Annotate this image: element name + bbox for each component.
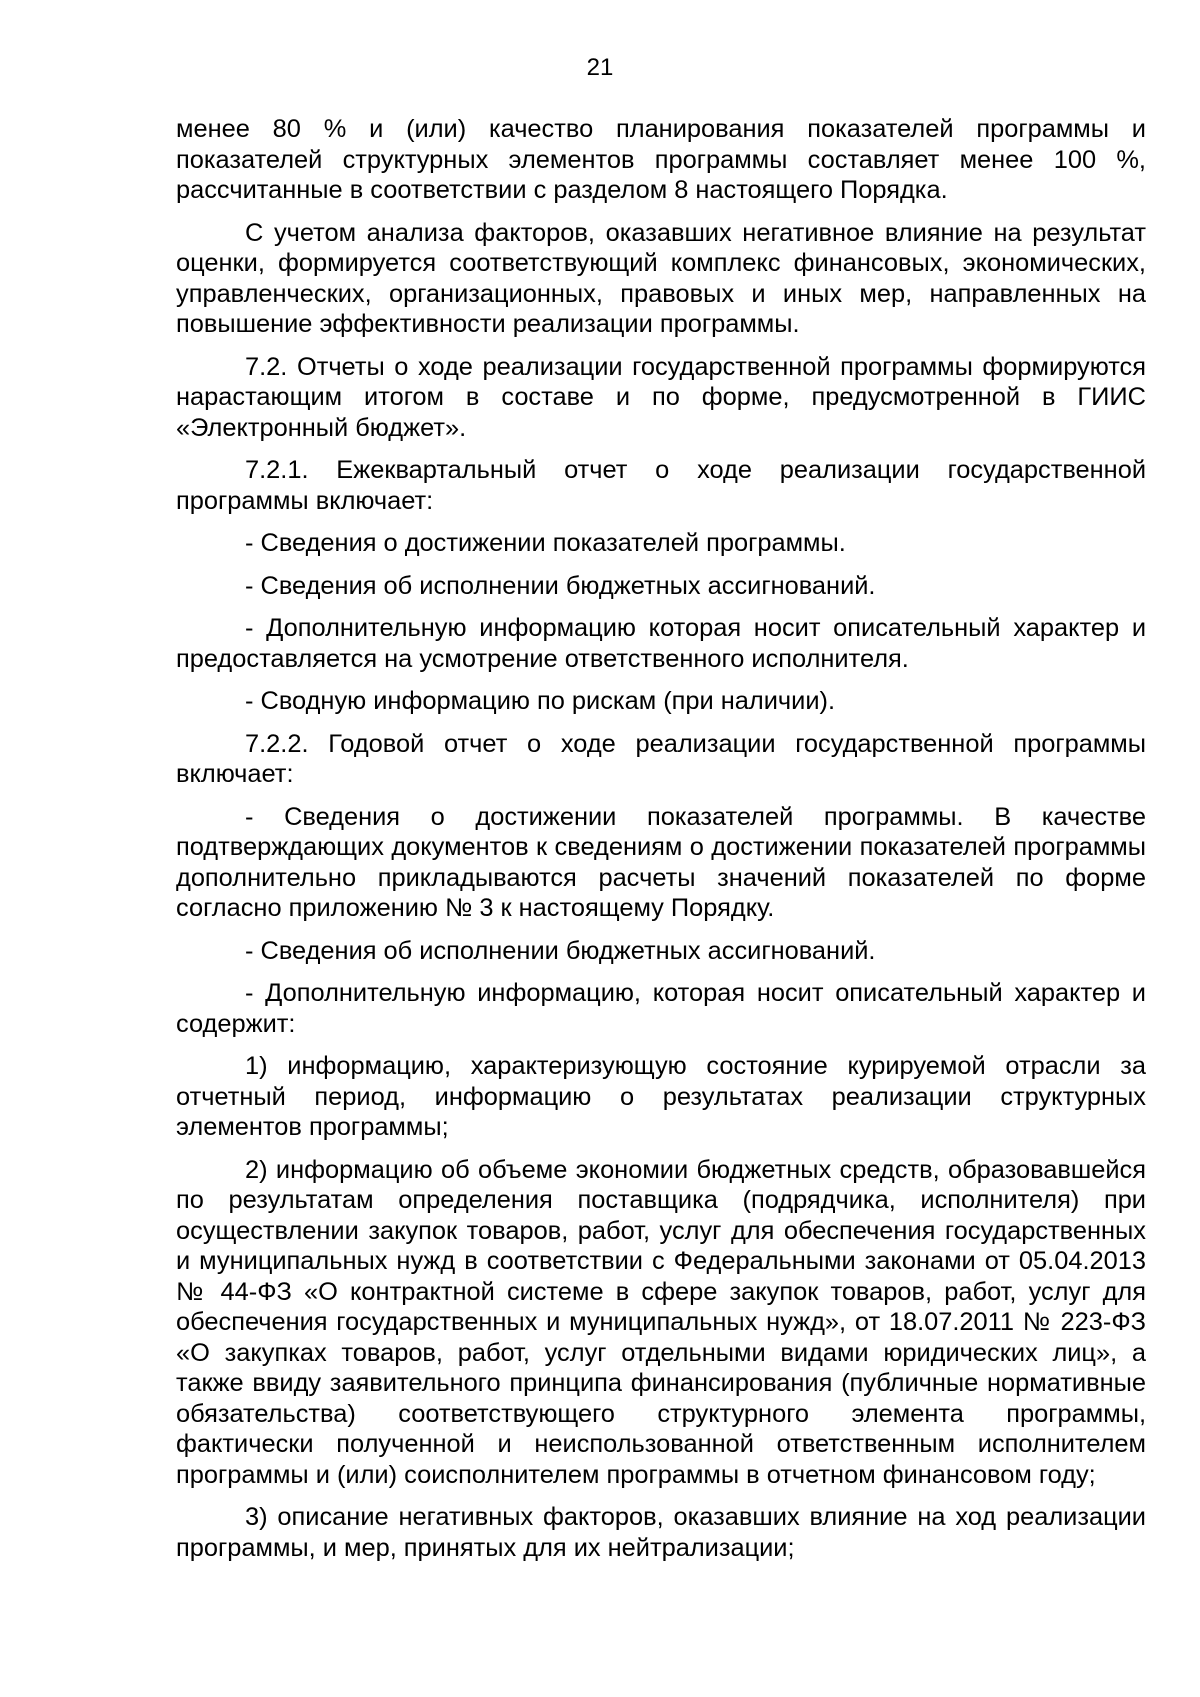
page-number: 21 [586,54,614,81]
list-item-quarterly-additional: - Дополнительную информацию которая носит описательный характер и предоставляется на усмотрение ответственного исполнителя. [176,614,1146,673]
paragraph-7-2: 7.2. Отчеты о ходе реализации государственной программы формируются нарастающим итогом в составе и по форме, предусмотренной в ГИИС «Электронный бюджет». [176,352,1146,442]
numbered-item-1: 1) информацию, характеризующую состояние курируемой отрасли за отчетный период, информацию о результатах реализации структурных элементов программы; [176,1052,1146,1141]
paragraph-continuation: менее 80 % и (или) качество планирования показателей программы и показателей структурных элементов программы составляет менее 100 %, рассчитанные в соответствии с разделом 8 настоящего Порядка. [176,115,1146,204]
list-item-quarterly-indicators: - Сведения о достижении показателей программы. [245,529,846,557]
paragraph-7-2-2: 7.2.2. Годовой отчет о ходе реализации государственной программы включает: [176,729,1146,788]
list-item-quarterly-risks: - Сводную информацию по рискам (при наличии). [245,687,836,715]
numbered-item-3: 3) описание негативных факторов, оказавших влияние на ход реализации программы, и мер, принятых для их нейтрализации; [176,1503,1146,1562]
document-body [176,114,1146,1575]
list-item-quarterly-budget: - Сведения об исполнении бюджетных ассигнований. [245,571,876,600]
paragraph-measures: С учетом анализа факторов, оказавших негативное влияние на результат оценки, формируется соответствующий комплекс финансовых, экономических, управленческих, организационных, правовых и иных мер, направленных на повышение эффективности реализации программы. [176,218,1146,338]
numbered-item-2: 2) информацию об объеме экономии бюджетных средств, образовавшейся по результатам определения поставщика (подрядчика, исполнителя) при осуществлении закупок товаров, работ, услуг для обеспечения государственных и муниципальных нужд в соответствии с Федеральными законами от 05.04.2013 № 44-ФЗ «О контрактной системе в сфере закупок товаров, работ, услуг для обеспечения государственных и муниципальных нужд», от 18.07.2011 № 223-ФЗ «О закупках товаров, работ, услуг отдельными видами юридических лиц», а также ввиду заявительного принципа финансирования (публичные нормативные обязательства) соответствующего структурного элемента программы, фактически полученной и неиспользованной ответственным исполнителем программы и (или) соисполнителем программы в отчетном финансовом году; [176,1155,1146,1489]
list-item-annual-additional: - Дополнительную информацию, которая носит описательный характер и содержит: [176,979,1146,1038]
paragraph-7-2-1: 7.2.1. Ежеквартальный отчет о ходе реализации государственной программы включает: [176,456,1146,515]
list-item-annual-indicators: - Сведения о достижении показателей программы. В качестве подтверждающих документов к сведениям о достижении показателей программы дополнительно прикладываются расчеты значений показателей по форме согласно приложению № 3 к настоящему Порядку. [176,802,1146,922]
list-item-annual-budget: - Сведения об исполнении бюджетных ассигнований. [245,936,876,965]
